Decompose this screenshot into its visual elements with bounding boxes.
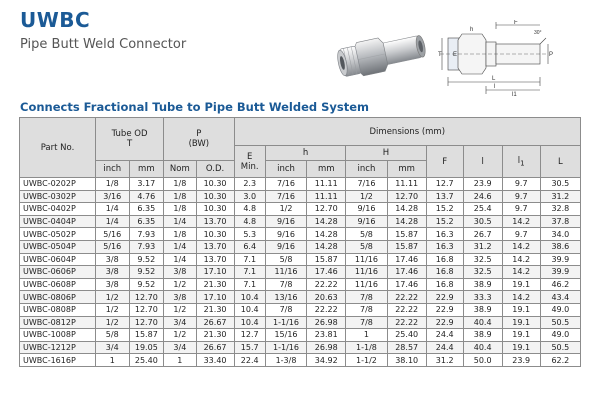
cell-L: 34.0 (540, 228, 580, 241)
table-row (20, 354, 581, 367)
spec-table-body (20, 178, 581, 367)
cell-part-no: UWBC-0202P (20, 178, 96, 191)
table-row (20, 240, 581, 253)
cell-p-nom: 1/4 (164, 240, 196, 253)
cell-l1: 19.1 (502, 278, 540, 291)
cell-part-no: UWBC-1616P (20, 354, 96, 367)
cell-p-od: 33.40 (196, 354, 234, 367)
drawing-label-angle: 30° (534, 30, 542, 36)
table-row (20, 291, 581, 304)
cell-L: 31.2 (540, 190, 580, 203)
spec-table (19, 117, 581, 367)
cell-h-upper-inch: 9/16 (346, 203, 387, 216)
cell-f: 24.4 (426, 329, 463, 342)
cell-e-min: 4.8 (234, 203, 265, 216)
cell-f: 15.2 (426, 203, 463, 216)
cell-h-lower-inch: 7/16 (265, 190, 306, 203)
header-p (164, 118, 234, 161)
header-part-no: Part No. (20, 118, 96, 178)
cell-part-no: UWBC-0504P (20, 240, 96, 253)
cell-part-no: UWBC-0302P (20, 190, 96, 203)
cell-l1: 23.9 (502, 354, 540, 367)
cell-tube-mm: 15.87 (129, 329, 164, 342)
cell-L: 49.0 (540, 329, 580, 342)
cell-L: 39.9 (540, 266, 580, 279)
cell-l1: 14.2 (502, 215, 540, 228)
cell-h-upper-mm: 22.22 (387, 291, 426, 304)
cell-tube-inch: 1 (95, 354, 129, 367)
cell-p-od: 10.30 (196, 228, 234, 241)
cell-p-nom: 3/4 (164, 316, 196, 329)
table-row (20, 266, 581, 279)
cell-h-upper-mm: 28.57 (387, 341, 426, 354)
cell-L: 49.0 (540, 303, 580, 316)
header-h-upper-inch: inch (346, 161, 387, 178)
header-e-sub: Min. (240, 161, 259, 172)
cell-part-no: UWBC-1212P (20, 341, 96, 354)
cell-tube-mm: 9.52 (129, 278, 164, 291)
table-row (20, 329, 581, 342)
header-p-od: O.D. (196, 161, 234, 178)
cell-h-lower-mm: 11.11 (307, 178, 346, 191)
cell-l: 38.9 (463, 329, 502, 342)
table-row (20, 278, 581, 291)
drawing-label-f: F (514, 20, 518, 26)
cell-p-nom: 1/2 (164, 278, 196, 291)
cell-L: 46.2 (540, 278, 580, 291)
header-tube-mm: mm (129, 161, 164, 178)
cell-p-od: 13.70 (196, 215, 234, 228)
cell-l1: 14.2 (502, 266, 540, 279)
cell-part-no: UWBC-0402P (20, 203, 96, 216)
cell-e-min: 22.4 (234, 354, 265, 367)
drawing-label-h: h (470, 27, 474, 33)
cell-f: 16.3 (426, 228, 463, 241)
cell-h-lower-inch: 1/2 (265, 203, 306, 216)
cell-e-min: 10.4 (234, 303, 265, 316)
cell-l: 23.9 (463, 178, 502, 191)
table-caption: Connects Fractional Tube to Pipe Butt Welded System (20, 100, 370, 114)
cell-e-min: 12.7 (234, 329, 265, 342)
header-tube-od (95, 118, 163, 161)
cell-h-upper-mm: 11.11 (387, 178, 426, 191)
cell-h-lower-mm: 26.98 (307, 341, 346, 354)
cell-l: 38.9 (463, 303, 502, 316)
cell-l: 24.6 (463, 190, 502, 203)
cell-L: 50.5 (540, 341, 580, 354)
cell-h-lower-inch: 15/16 (265, 329, 306, 342)
cell-tube-inch: 5/8 (95, 329, 129, 342)
header-tube-od-symbol: T (126, 139, 133, 149)
cell-l1: 9.7 (502, 190, 540, 203)
cell-p-nom: 3/4 (164, 341, 196, 354)
drawing-label-t: T (438, 52, 442, 58)
cell-part-no: UWBC-0808P (20, 303, 96, 316)
cell-h-upper-mm: 14.28 (387, 203, 426, 216)
cell-f: 31.2 (426, 354, 463, 367)
cell-L: 37.8 (540, 215, 580, 228)
cell-p-nom: 1/8 (164, 228, 196, 241)
cell-tube-mm: 7.93 (129, 228, 164, 241)
cell-p-od: 10.30 (196, 178, 234, 191)
cell-f: 22.9 (426, 291, 463, 304)
cell-l1: 19.1 (502, 341, 540, 354)
cell-h-lower-inch: 7/8 (265, 278, 306, 291)
table-row (20, 203, 581, 216)
cell-h-lower-inch: 1-3/8 (265, 354, 306, 367)
cell-h-upper-inch: 7/16 (346, 178, 387, 191)
cell-l: 31.2 (463, 240, 502, 253)
cell-tube-inch: 1/2 (95, 303, 129, 316)
cell-h-upper-inch: 9/16 (346, 215, 387, 228)
cell-l: 32.5 (463, 266, 502, 279)
cell-L: 30.5 (540, 178, 580, 191)
cell-h-upper-inch: 7/8 (346, 316, 387, 329)
cell-p-nom: 3/8 (164, 266, 196, 279)
cell-p-nom: 1/4 (164, 215, 196, 228)
cell-part-no: UWBC-0812P (20, 316, 96, 329)
cell-l1: 9.7 (502, 228, 540, 241)
cell-tube-mm: 12.70 (129, 316, 164, 329)
cell-h-upper-mm: 15.87 (387, 228, 426, 241)
cell-tube-inch: 1/2 (95, 291, 129, 304)
header-h-upper-mm: mm (387, 161, 426, 178)
cell-p-od: 26.67 (196, 341, 234, 354)
cell-h-lower-inch: 7/8 (265, 303, 306, 316)
cell-h-lower-mm: 15.87 (307, 253, 346, 266)
cell-p-od: 17.10 (196, 291, 234, 304)
cell-f: 22.9 (426, 303, 463, 316)
cell-part-no: UWBC-0604P (20, 253, 96, 266)
header-l: l (463, 146, 502, 178)
cell-p-od: 13.70 (196, 253, 234, 266)
cell-L: 50.5 (540, 316, 580, 329)
cell-h-upper-inch: 7/8 (346, 291, 387, 304)
cell-e-min: 3.0 (234, 190, 265, 203)
cell-h-lower-mm: 20.63 (307, 291, 346, 304)
cell-e-min: 15.7 (234, 341, 265, 354)
cell-f: 16.3 (426, 240, 463, 253)
cell-tube-mm: 7.93 (129, 240, 164, 253)
cell-p-nom: 3/8 (164, 291, 196, 304)
cell-part-no: UWBC-0606P (20, 266, 96, 279)
cell-tube-mm: 12.70 (129, 291, 164, 304)
cell-h-lower-mm: 14.28 (307, 240, 346, 253)
cell-l: 50.0 (463, 354, 502, 367)
cell-h-lower-mm: 14.28 (307, 228, 346, 241)
cell-e-min: 7.1 (234, 266, 265, 279)
cell-p-od: 10.30 (196, 203, 234, 216)
cell-p-nom: 1/8 (164, 190, 196, 203)
cell-h-upper-inch: 11/16 (346, 278, 387, 291)
cell-p-od: 21.30 (196, 278, 234, 291)
cell-e-min: 7.1 (234, 253, 265, 266)
cell-f: 16.8 (426, 266, 463, 279)
cell-h-upper-mm: 14.28 (387, 215, 426, 228)
cell-h-upper-mm: 15.87 (387, 240, 426, 253)
cell-p-od: 26.67 (196, 316, 234, 329)
cell-L: 32.8 (540, 203, 580, 216)
cell-h-upper-inch: 5/8 (346, 228, 387, 241)
drawing-label-l1: l1 (512, 92, 517, 98)
header-dimensions: Dimensions (mm) (234, 118, 580, 146)
cell-l: 33.3 (463, 291, 502, 304)
cell-tube-inch: 1/2 (95, 316, 129, 329)
cell-tube-inch: 1/4 (95, 203, 129, 216)
cell-part-no: UWBC-0806P (20, 291, 96, 304)
cell-l: 30.5 (463, 215, 502, 228)
cell-e-min: 4.8 (234, 215, 265, 228)
header-e (234, 146, 265, 178)
cell-h-upper-mm: 17.46 (387, 278, 426, 291)
header-f: F (426, 146, 463, 178)
dimension-drawing-icon (438, 20, 554, 100)
cell-p-od: 10.30 (196, 190, 234, 203)
cell-l1: 14.2 (502, 291, 540, 304)
cell-tube-mm: 12.70 (129, 303, 164, 316)
cell-tube-mm: 3.17 (129, 178, 164, 191)
cell-h-upper-mm: 12.70 (387, 190, 426, 203)
cell-tube-inch: 3/4 (95, 341, 129, 354)
header-L: L (540, 146, 580, 178)
cell-f: 16.8 (426, 253, 463, 266)
header-tube-inch: inch (95, 161, 129, 178)
table-row (20, 228, 581, 241)
drawing-label-e: E (453, 52, 458, 58)
header-e-label: E (247, 151, 253, 162)
cell-e-min: 10.4 (234, 316, 265, 329)
drawing-label-p: P (549, 52, 554, 58)
drawing-label-L: L (492, 76, 496, 82)
cell-h-lower-mm: 22.22 (307, 303, 346, 316)
cell-h-lower-mm: 12.70 (307, 203, 346, 216)
cell-tube-inch: 3/8 (95, 253, 129, 266)
cell-h-lower-inch: 1-1/16 (265, 316, 306, 329)
cell-tube-inch: 1/4 (95, 215, 129, 228)
cell-p-od: 21.30 (196, 329, 234, 342)
cell-tube-mm: 4.76 (129, 190, 164, 203)
cell-tube-mm: 9.52 (129, 253, 164, 266)
cell-h-lower-inch: 1-1/16 (265, 341, 306, 354)
cell-L: 43.4 (540, 291, 580, 304)
cell-h-upper-inch: 1/2 (346, 190, 387, 203)
cell-h-upper-mm: 17.46 (387, 266, 426, 279)
cell-h-upper-mm: 22.22 (387, 303, 426, 316)
cell-h-lower-mm: 17.46 (307, 266, 346, 279)
cell-l1: 9.7 (502, 178, 540, 191)
cell-h-lower-mm: 11.11 (307, 190, 346, 203)
cell-tube-mm: 6.35 (129, 203, 164, 216)
header-l1-sub: 1 (520, 158, 525, 168)
cell-tube-mm: 9.52 (129, 266, 164, 279)
cell-f: 12.7 (426, 178, 463, 191)
header-p-nom: Nom (164, 161, 196, 178)
cell-h-upper-inch: 1-1/2 (346, 354, 387, 367)
cell-tube-inch: 3/8 (95, 266, 129, 279)
cell-h-upper-inch: 5/8 (346, 240, 387, 253)
drawing-label-l: l (494, 84, 496, 90)
cell-l1: 14.2 (502, 240, 540, 253)
cell-L: 62.2 (540, 354, 580, 367)
cell-p-nom: 1/2 (164, 303, 196, 316)
cell-p-nom: 1/8 (164, 203, 196, 216)
cell-h-lower-mm: 26.98 (307, 316, 346, 329)
cell-tube-inch: 1/8 (95, 178, 129, 191)
cell-h-lower-inch: 9/16 (265, 228, 306, 241)
cell-p-od: 21.30 (196, 303, 234, 316)
cell-l1: 19.1 (502, 329, 540, 342)
cell-h-lower-inch: 11/16 (265, 266, 306, 279)
cell-e-min: 7.1 (234, 278, 265, 291)
cell-h-lower-inch: 9/16 (265, 240, 306, 253)
header-p-label: P (196, 129, 202, 139)
cell-h-lower-inch: 9/16 (265, 215, 306, 228)
cell-h-upper-inch: 11/16 (346, 266, 387, 279)
cell-part-no: UWBC-0502P (20, 228, 96, 241)
cell-p-od: 13.70 (196, 240, 234, 253)
header-h-upper: H (346, 146, 426, 161)
cell-h-upper-mm: 17.46 (387, 253, 426, 266)
table-row (20, 316, 581, 329)
cell-h-upper-inch: 11/16 (346, 253, 387, 266)
cell-part-no: UWBC-1008P (20, 329, 96, 342)
cell-part-no: UWBC-0608P (20, 278, 96, 291)
cell-l: 32.5 (463, 253, 502, 266)
cell-tube-inch: 3/8 (95, 278, 129, 291)
header-p-sub: (BW) (188, 139, 210, 149)
cell-l: 40.4 (463, 341, 502, 354)
cell-f: 15.2 (426, 215, 463, 228)
cell-tube-inch: 5/16 (95, 228, 129, 241)
table-row (20, 215, 581, 228)
cell-f: 22.9 (426, 316, 463, 329)
cell-L: 38.6 (540, 240, 580, 253)
cell-l: 25.4 (463, 203, 502, 216)
header-h-lower-mm: mm (307, 161, 346, 178)
cell-h-lower-mm: 23.81 (307, 329, 346, 342)
table-row (20, 341, 581, 354)
cell-h-upper-mm: 38.10 (387, 354, 426, 367)
cell-l1: 19.1 (502, 303, 540, 316)
cell-e-min: 6.4 (234, 240, 265, 253)
page-subtitle: Pipe Butt Weld Connector (20, 37, 187, 52)
cell-l1: 14.2 (502, 253, 540, 266)
cell-l1: 9.7 (502, 203, 540, 216)
cell-p-nom: 1/4 (164, 253, 196, 266)
cell-tube-mm: 6.35 (129, 215, 164, 228)
cell-h-upper-inch: 1 (346, 329, 387, 342)
cell-p-od: 17.10 (196, 266, 234, 279)
table-row (20, 178, 581, 191)
cell-e-min: 5.3 (234, 228, 265, 241)
cell-l: 40.4 (463, 316, 502, 329)
header-l1-label: l (517, 155, 521, 166)
cell-h-lower-inch: 7/16 (265, 178, 306, 191)
cell-tube-inch: 3/16 (95, 190, 129, 203)
cell-h-lower-inch: 5/8 (265, 253, 306, 266)
cell-h-lower-mm: 14.28 (307, 215, 346, 228)
cell-f: 13.7 (426, 190, 463, 203)
cell-l1: 19.1 (502, 316, 540, 329)
cell-h-upper-inch: 1-1/8 (346, 341, 387, 354)
cell-e-min: 10.4 (234, 291, 265, 304)
cell-p-nom: 1/8 (164, 178, 196, 191)
cell-e-min: 2.3 (234, 178, 265, 191)
cell-h-lower-inch: 13/16 (265, 291, 306, 304)
cell-tube-mm: 25.40 (129, 354, 164, 367)
connector-photo-icon (330, 26, 430, 88)
cell-f: 16.8 (426, 278, 463, 291)
cell-tube-mm: 19.05 (129, 341, 164, 354)
cell-part-no: UWBC-0404P (20, 215, 96, 228)
table-row (20, 303, 581, 316)
cell-p-nom: 1/2 (164, 329, 196, 342)
table-row (20, 190, 581, 203)
cell-h-lower-mm: 34.92 (307, 354, 346, 367)
cell-tube-inch: 5/16 (95, 240, 129, 253)
cell-h-lower-mm: 22.22 (307, 278, 346, 291)
cell-L: 39.9 (540, 253, 580, 266)
page-title: UWBC (20, 8, 91, 32)
header-tube-od-label: Tube OD (111, 129, 148, 139)
cell-p-nom: 1 (164, 354, 196, 367)
cell-h-upper-inch: 7/8 (346, 303, 387, 316)
cell-l: 38.9 (463, 278, 502, 291)
cell-h-upper-mm: 22.22 (387, 316, 426, 329)
cell-h-upper-mm: 25.40 (387, 329, 426, 342)
table-row (20, 253, 581, 266)
header-h-lower-inch: inch (265, 161, 306, 178)
cell-f: 24.4 (426, 341, 463, 354)
header-h-lower: h (265, 146, 345, 161)
header-l1 (502, 146, 540, 178)
cell-l: 26.7 (463, 228, 502, 241)
